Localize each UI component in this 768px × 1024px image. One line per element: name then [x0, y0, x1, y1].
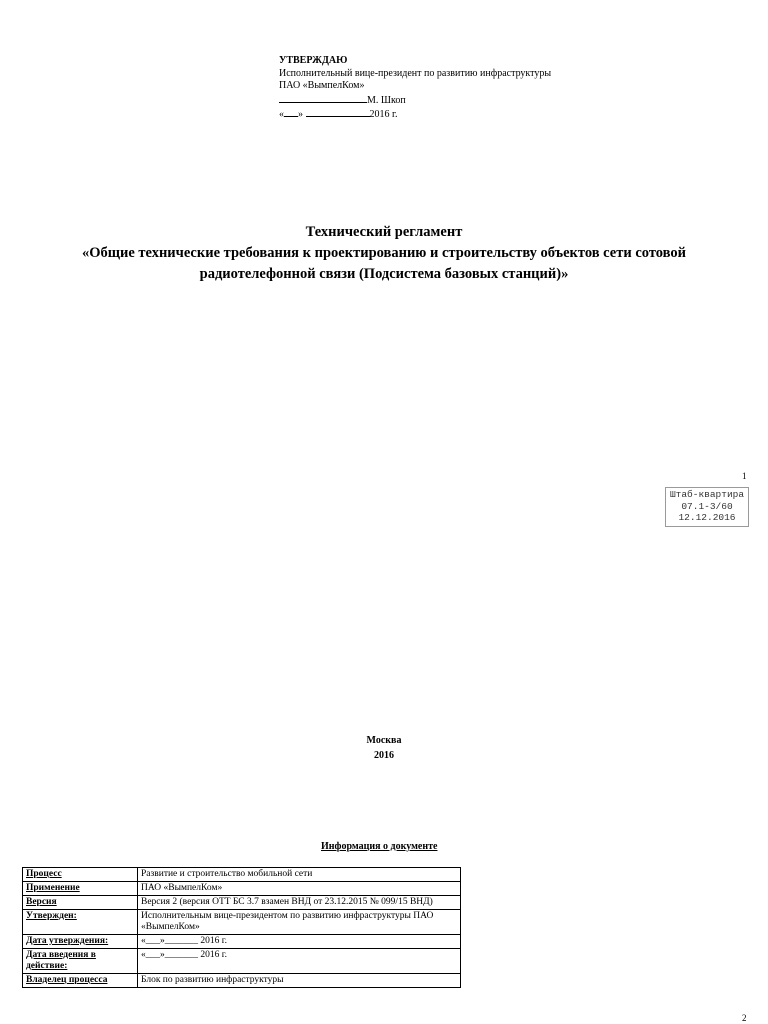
key-text: Применение [26, 883, 80, 893]
key-text: Утвержден: [26, 911, 77, 921]
title-line-1: Технический регламент [305, 224, 463, 240]
info-title: Информация о документе [321, 841, 438, 852]
city: Москва [366, 735, 402, 746]
table-row [23, 882, 461, 896]
approver-position: Исполнительный вице-президент по развитию инфраструктуры [279, 67, 552, 79]
row-value: Блок по развитию инфраструктуры [138, 974, 461, 988]
approver-name: М. Шкоп [367, 94, 406, 106]
key-text: Версия [26, 897, 57, 907]
row-value: ПАО «ВымпелКом» [138, 882, 461, 896]
stamp-line-1: Штаб-квартира [669, 489, 745, 500]
table-row [23, 935, 461, 949]
page-number-2: 2 [742, 1013, 747, 1023]
date-quote-open: « [279, 109, 284, 120]
registration-stamp [665, 487, 749, 527]
stamp-line-3: 12.12.2016 [678, 512, 736, 523]
year: 2016 [374, 750, 394, 761]
row-value: Исполнительным вице-президентом по развитию инфраструктуры ПАО «ВымпелКом» [138, 910, 461, 935]
table-row [23, 949, 461, 974]
row-value: Версия 2 (версия ОТТ БС 3.7 взамен ВНД от 23.12.2015 № 099/15 ВНД) [138, 896, 461, 910]
approval-date [279, 107, 551, 122]
row-value: «___»_______ 2016 г. [138, 949, 461, 974]
key-text: Процесс [26, 869, 62, 879]
approval-year: 2016 г. [369, 109, 398, 120]
city-year-block [0, 733, 768, 763]
row-key [23, 910, 138, 935]
row-value: Развитие и строительство мобильной сети [138, 868, 461, 882]
approval-heading: УТВЕРЖДАЮ [279, 55, 348, 66]
approver-company: ПАО «ВымпелКом» [279, 80, 365, 91]
row-key [23, 974, 138, 988]
title-line-2: «Общие технические требования к проектированию и строительству объектов сети сотовой [81, 245, 686, 261]
signature-line [279, 93, 551, 108]
stamp-line-2: 07.1-3/60 [681, 500, 733, 512]
approval-block [279, 55, 551, 122]
key-text: Владелец процесса [26, 975, 108, 985]
row-value: «___»_______ 2016 г. [138, 935, 461, 949]
title-line-3: радиотелефонной связи (Подсистема базовых станций)» [199, 266, 569, 282]
signature-underline [279, 93, 367, 103]
date-quote-close: » [298, 109, 303, 120]
table-row [23, 896, 461, 910]
day-underline [284, 107, 298, 117]
table-row [23, 974, 461, 988]
key-text: Дата введения в действие: [26, 950, 96, 971]
page-number-1: 1 [742, 471, 747, 481]
document-title [20, 222, 748, 285]
row-key [23, 949, 138, 974]
row-key [23, 882, 138, 896]
table-row [23, 910, 461, 935]
row-key [23, 935, 138, 949]
row-key [23, 868, 138, 882]
month-underline [306, 107, 370, 117]
table-row [23, 868, 461, 882]
key-text: Дата утверждения: [26, 936, 109, 946]
document-info-table [22, 867, 461, 988]
row-key [23, 896, 138, 910]
